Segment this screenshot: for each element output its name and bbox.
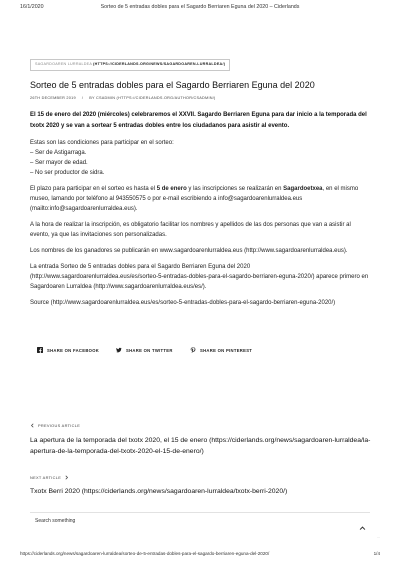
post-author-link[interactable]: BY CSADMIN (HTTPS://CIDERLANDS.ORG/AUTHOR/CSADMIN/) (89, 95, 216, 100)
origin-paragraph[interactable]: La entrada Sorteo de 5 entradas dobles para el Sagardo Berriaren Eguna del 2020 (http://www.sagardoarenlurraldea.eus/es/sorteo-5-entradas-dobles-para-el-sagardo-berriaren-eguna-2020/) aparece primero en Sagardoaren Lurraldea (http://www.sagardoarenlurraldea.eus/es/). (30, 263, 369, 290)
pinterest-icon (190, 347, 196, 353)
chevron-left-icon (30, 423, 35, 428)
share-twitter-label: SHARE ON TWITTER (126, 347, 173, 353)
chevron-up-icon[interactable] (359, 525, 366, 532)
breadcrumb-link[interactable]: (HTTPS://CIDERLANDS.ORG/NEWS/SAGARDOAREN-LURRALDEA/) (93, 62, 226, 66)
breadcrumb[interactable] (30, 59, 230, 71)
winners-paragraph[interactable]: Los nombres de los ganadores se publicarán en www.sagardoarenlurraldea.eus (http://www.sagardoarenlurraldea.eus). (30, 247, 348, 254)
next-article-label (30, 475, 69, 480)
print-date: 16/1/2020 (20, 4, 44, 10)
facebook-icon (37, 347, 43, 353)
share-facebook-label: SHARE ON FACEBOOK (47, 347, 100, 353)
share-pinterest-button[interactable] (190, 347, 252, 353)
share-twitter-button[interactable] (116, 347, 173, 353)
registration-text-b: y las inscripciones se realizarán en (186, 185, 284, 192)
breadcrumb-category[interactable]: SAGARDOAREN LURRALDEA (35, 62, 92, 66)
post-date: 26TH DECEMBER 2019 (30, 95, 76, 100)
source-link[interactable]: Source (http://www.sagardoarenlurraldea.eus/es/sorteo-5-entradas-dobles-para-el-sagardo-berriaren-eguna-2020/) (30, 299, 336, 306)
share-facebook-button[interactable] (37, 347, 99, 353)
post-meta: 26TH DECEMBER 2019 / BY CSADMIN (HTTPS://CIDERLANDS.ORG/AUTHOR/CSADMIN/) (30, 95, 216, 100)
chevron-right-icon (64, 475, 69, 480)
print-page-title: Sorteo de 5 entradas dobles para el Sagardo Berriaren Eguna del 2020 – Ciderlands (100, 4, 300, 10)
registration-text-c[interactable]: , en el mismo museo, lamando por teléfono al 943550575 o por e-mail escribiendo a info@sagardoarenlurraldea.eus (mailto:info@sagardoarenlurraldea.eus). (30, 185, 359, 212)
registration-paragraph (30, 184, 370, 214)
previous-article-label (30, 423, 80, 428)
article-content (30, 52, 370, 308)
page-number: 1/4 (373, 551, 380, 556)
condition-item: – No ser productor de sidra. (30, 169, 105, 176)
print-url: https://ciderlands.org/news/sagardoaren-lurraldea/sorteo-de-5-entradas-dobles-para-el-sagardo-berriaren-eguna-del-2020/ (20, 551, 270, 556)
next-article-text: NEXT ARTICLE (30, 475, 62, 480)
conditions-block (30, 138, 370, 178)
registration-text-a: El plazo para participar en el sorteo es hasta el (30, 185, 157, 192)
names-requirement-paragraph: A la hora de realizar la inscripción, es obligatorio facilitar los nombres y apellidos de las dos personas que van a asistir al evento, ya que las invitaciones son personalizadas. (30, 221, 351, 238)
previous-article-link[interactable]: La apertura de la temporada del txotx 2020, el 15 de enero (https://ciderlands.org/news/sagardoaren-lurraldea/la-apertura-de-la-temporada-del-txotx-2020-el-15-de-enero/) (30, 437, 371, 455)
condition-item: – Ser mayor de edad. (30, 159, 88, 166)
search-input[interactable]: Search something (35, 518, 76, 524)
share-pinterest-label: SHARE ON PINTEREST (200, 347, 253, 353)
next-article-link[interactable]: Txotx Berri 2020 (https://ciderlands.org/news/sagardoaren-lurraldea/txotx-berri-2020/) (30, 488, 288, 495)
condition-item: – Ser de Astigarraga. (30, 149, 87, 156)
scroll-top-badge: ⋯ (377, 536, 380, 539)
previous-article-text: PREVIOUS ARTICLE (38, 423, 81, 428)
post-intro: El 15 de enero del 2020 (miércoles) celebraremos el XXVII. Sagardo Berriaren Eguna para dar inicio a la temporada del txotx 2020 y se van a sortear 5 entradas dobles entre los ciudadanos para asistir al evento. (30, 111, 367, 129)
conditions-heading: Estas son las condiciones para participar en el sorteo: (30, 139, 174, 146)
post-title: Sorteo de 5 entradas dobles para el Sagardo Berriaren Eguna del 2020 (30, 79, 315, 90)
twitter-icon (116, 347, 122, 353)
venue-text: Sagardoetxea (283, 185, 323, 192)
deadline-text: 5 de enero (156, 185, 187, 192)
search-box[interactable] (30, 512, 370, 531)
